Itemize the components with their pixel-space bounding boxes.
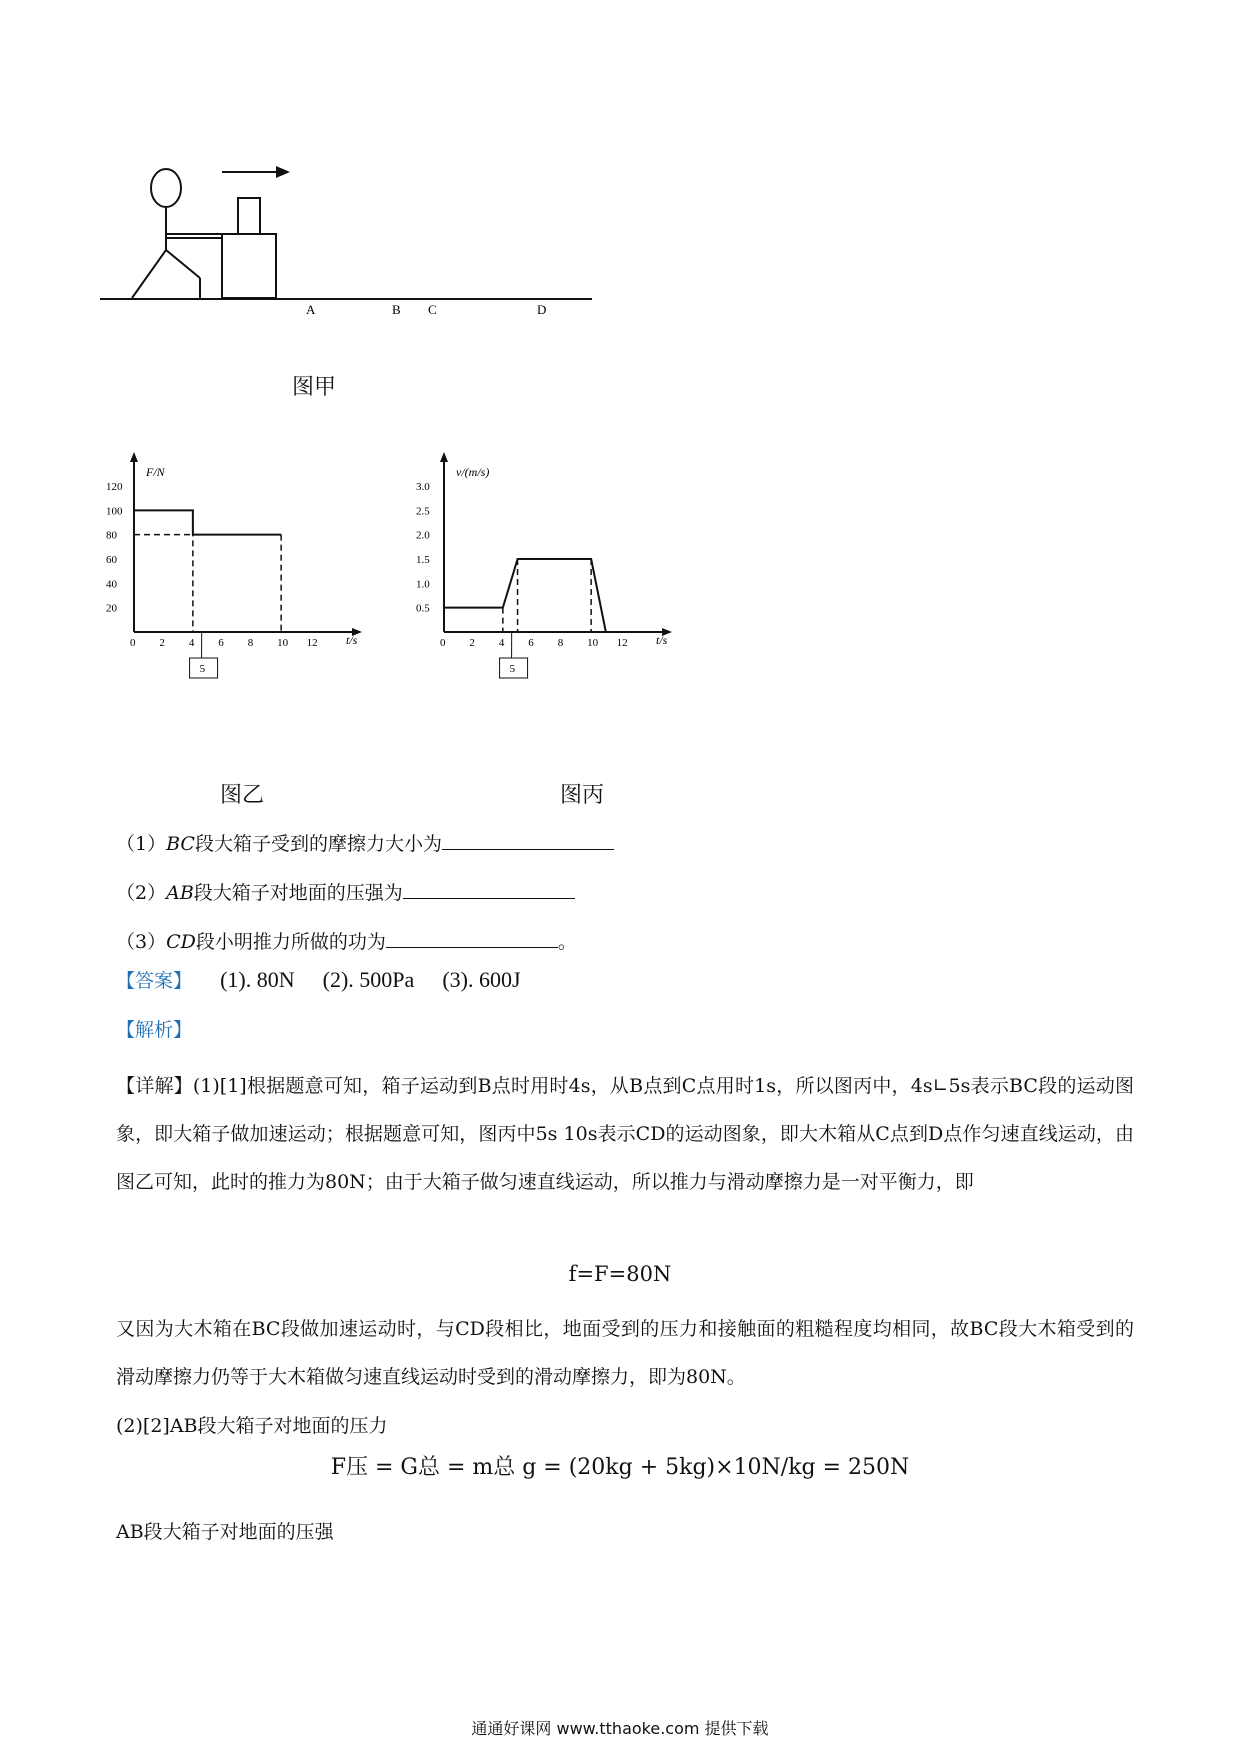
- yi-y-label: F/N: [146, 465, 165, 479]
- yi-x-tick-2: 2: [159, 637, 165, 649]
- answer-line: [116, 966, 521, 993]
- yi-x-tick-8: 8: [247, 637, 254, 649]
- bing-x-tick-4: 4: [498, 637, 505, 649]
- detail-paragraph-4: AB段大箱子对地面的压强: [116, 1521, 334, 1543]
- bing-y-tick-1.5: 1.5: [416, 554, 430, 566]
- yi-x-tick-12: 12: [306, 637, 318, 649]
- answer-2: (2). 500Pa: [322, 967, 415, 992]
- question-1: （1）BC段大箱子受到的摩擦力大小为: [116, 827, 614, 859]
- bing-x-tick-0: 0: [440, 637, 446, 649]
- yi-y-tick-60: 60: [106, 554, 117, 566]
- yi-box-label: 5: [199, 663, 206, 675]
- figure-yi-chart: [100, 450, 430, 750]
- big-box: [222, 234, 276, 298]
- figure-bing-caption: 图丙: [560, 783, 605, 808]
- detail-paragraph-3: (2)[2]AB段大箱子对地面的压力: [116, 1415, 388, 1437]
- point-d-label: D: [537, 302, 547, 317]
- yi-y-tick-40: 40: [106, 578, 117, 591]
- yi-x-tick-10: 10: [277, 637, 289, 649]
- yi-x-label: t/s: [346, 633, 358, 647]
- yi-y-tick-100: 100: [106, 505, 123, 518]
- question-3: （3）CD段小明推力所做的功为 。: [116, 925, 577, 957]
- figure-bing-chart: [410, 450, 740, 750]
- bing-x-tick-10: 10: [587, 637, 599, 649]
- yi-x-tick-6: 6: [218, 637, 224, 649]
- bing-y-label: v/(m/s): [456, 465, 490, 479]
- bing-x-tick-8: 8: [557, 637, 564, 649]
- bing-box-label: 5: [509, 663, 516, 675]
- figure-jia-caption: 图甲: [292, 375, 337, 400]
- bing-y-tick-1.0: 1.0: [416, 578, 430, 591]
- person-head: [151, 169, 181, 207]
- yi-series-line: [134, 510, 281, 534]
- yi-y-arrow-icon: [130, 452, 138, 462]
- equation-2: F压 = G总 = m总 g = (20kg + 5kg)×10N/kg = 250N: [330, 1455, 910, 1480]
- bing-y-arrow-icon: [440, 452, 448, 462]
- bing-y-tick-2.5: 2.5: [416, 505, 430, 518]
- analysis-tag: 【解析】: [116, 1019, 193, 1041]
- point-c-label: C: [428, 302, 437, 317]
- figure-jia: [100, 150, 700, 410]
- question-1-segment: BC: [166, 833, 195, 855]
- detail-paragraph-2: 又因为大木箱在BC段做加速运动时，与CD段相比，地面受到的压力和接触面的粗糙程度均相同，故BC段大木箱受到的滑动摩擦力仍等于大木箱做匀速直线运动时受到的滑动摩擦力，即为80N。: [116, 1318, 1134, 1388]
- answer-3: (3). 600J: [442, 967, 521, 992]
- detail-tag: 【详解】: [116, 1075, 193, 1097]
- figure-yi-caption: 图乙: [220, 783, 265, 808]
- yi-y-tick-120: 120: [106, 481, 123, 493]
- question-3-segment: CD: [166, 931, 196, 953]
- yi-x-tick-4: 4: [188, 637, 195, 649]
- bing-series-line: [444, 559, 650, 632]
- footer-text: 通通好课网 www.tthaoke.com 提供下载: [471, 1719, 769, 1738]
- bing-y-tick-0.5: 0.5: [416, 602, 430, 615]
- answer-blank-3: [386, 925, 558, 948]
- answer-tag: 【答案】: [116, 970, 193, 992]
- answer-1: (1). 80N: [220, 967, 295, 992]
- answer-blank-1: [442, 827, 614, 850]
- question-2-segment: AB: [166, 882, 194, 904]
- bing-x-tick-6: 6: [528, 637, 534, 649]
- bing-x-tick-12: 12: [616, 637, 628, 649]
- point-b-label: B: [392, 302, 401, 317]
- answer-blank-2: [403, 876, 575, 899]
- point-a-label: A: [306, 302, 316, 317]
- equation-1: f=F=80N: [568, 1262, 672, 1286]
- bing-y-tick-3.0: 3.0: [416, 481, 430, 493]
- arrow-icon: [276, 166, 290, 178]
- detail-paragraph-1: 【详解】(1)[1]根据题意可知，箱子运动到B点时用时4s，从B点到C点用时1s，所以图丙中，4s∟5s表示BC段的运动图象，即大箱子做加速运动；根据题意可知，图丙中5s 10s表示CD的运动图象，即大木箱从C点到D点作匀速直线运动，由图乙可知，此时的推力为80N；由于大箱子做匀速直线运动，所以推力与滑动摩擦力是一对平衡力，即: [116, 1075, 1134, 1193]
- question-2: （2）AB段大箱子对地面的压强为: [116, 876, 575, 908]
- bing-y-tick-2.0: 2.0: [416, 529, 430, 542]
- small-box: [238, 198, 260, 234]
- yi-y-tick-80: 80: [106, 529, 117, 542]
- bing-x-tick-2: 2: [469, 637, 475, 649]
- bing-x-label: t/s: [656, 633, 668, 647]
- yi-x-tick-0: 0: [130, 637, 136, 649]
- yi-y-tick-20: 20: [106, 602, 117, 615]
